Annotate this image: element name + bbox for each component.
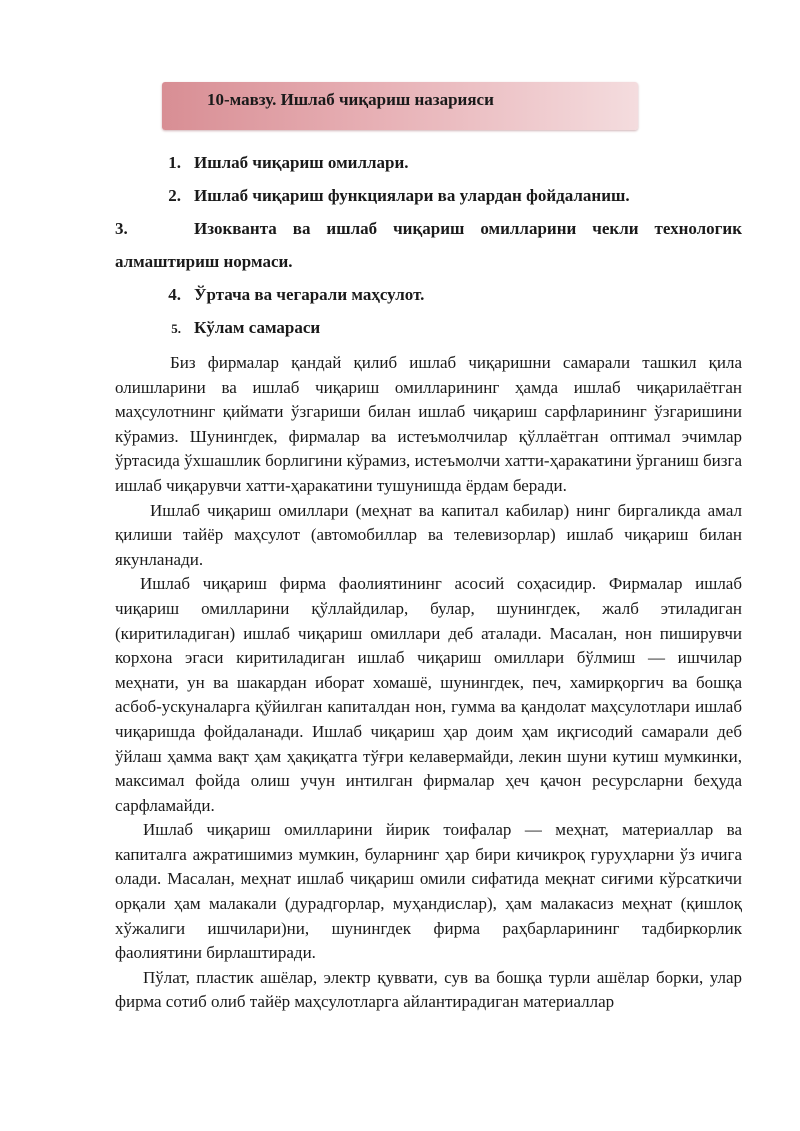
body-text — [115, 351, 742, 1015]
outline-item — [115, 311, 742, 345]
outline-number: 3. — [115, 219, 128, 238]
outline-item — [115, 278, 742, 311]
outline-number: 4. — [168, 285, 181, 304]
outline-text: Кўлам самараси — [194, 318, 321, 337]
topic-outline — [115, 146, 742, 345]
outline-text: Изокванта ва ишлаб чиқариш омилларини чекли технологик алмаштириш нормаси. — [115, 219, 742, 271]
body-paragraph: Ишлаб чиқариш омиллари (меҳнат ва капитал кабилар) нинг биргаликда амал қилиши тайёр маҳсулот (автомобиллар ва телевизорлар) ишлаб чиқариш билан якунланади. — [115, 500, 742, 569]
body-paragraph: Ишлаб чиқариш омилларини йирик тоифалар — меҳнат, материаллар ва капиталга ажратишимиз мумкин, буларнинг ҳар бири кичикроқ гуруҳларни ўз ичига олади. Масалан, меҳнат ишлаб чиқариш омили сифатида меқнат сиғими кўрсаткичи орқали ҳам малакали (дурадгорлар, муҳандислар), ҳам малакасиз меҳнат (қишлоқ хўжалиги ишчилари)ни, шунингдек фирма раҳбарларининг тадбиркорлик фаолиятини бирлаштиради. — [115, 820, 742, 963]
outline-text: Ўртача ва чегарали маҳсулот. — [194, 285, 425, 304]
outline-number: 2. — [168, 186, 181, 205]
outline-item — [115, 146, 742, 179]
outline-number: 1. — [168, 153, 181, 172]
body-paragraph: Пўлат, пластик ашёлар, электр қуввати, сув ва бошқа турли ашёлар борки, улар фирма сотиб олиб тайёр маҳсулотларга айлантирадиган материаллар — [115, 967, 742, 1012]
outline-item — [115, 179, 742, 212]
body-paragraph: Ишлаб чиқариш фирма фаолиятининг асосий соҳасидир. Фирмалар ишлаб чиқариш омилларини қўллайдилар, булар, шунингдек, жалб этиладиган (киритиладиган) ишлаб чиқариш омиллари деб аталади. Масалан, нон пиширувчи корхона эгаси киритиладиган ишлаб чиқариш омиллари бўлмиш — ишчилар меҳнати, ун ва шакардан иборат хомашё, шунингдек, печ, хамирқоргич ва бошқа асбоб-ускуналарга қўйилган капиталдан нон, гумма ва қандолат маҳсулотлари ишлаб чиқаришда фойдаланади. Ишлаб чиқариш ҳар доим ҳам иқгисодий самарали деб ўйлаш ҳамма вақт ҳам ҳақиқатга тўғри келавермайди, лекин шуни кутиш мумкинки, максимал фойда олиш учун интилган фирмалар ҳеч қачон ресурсларни беҳуда сарфламайди. — [115, 574, 742, 815]
outline-text: Ишлаб чиқариш омиллари. — [194, 153, 409, 172]
outline-text: Ишлаб чиқариш функциялари ва улардан фойдаланиш. — [194, 186, 630, 205]
outline-number: 5. — [171, 321, 181, 336]
body-paragraph: Биз фирмалар қандай қилиб ишлаб чиқаришни самарали ташкил қила олишларини ва ишлаб чиқариш омилларининг ҳамда ишлаб чиқарилаётган маҳсулотнинг қиймати ўзгариши билан ишлаб чиқариш сарфларининг ўзгаришини кўрамиз. Шунингдек, фирмалар ва истеъмолчилар қўллаётган оптимал эчимлар ўртасида ўхшашлик борлигини кўрамиз, истеъмолчи хатти-ҳаракатини ўрганиш бизга ишлаб чиқарувчи хатти-ҳаракатини тушунишда ёрдам беради. — [115, 353, 742, 495]
outline-item — [115, 212, 742, 278]
topic-title: 10-мавзу. Ишлаб чиқариш назарияси — [207, 90, 494, 109]
topic-title-banner — [162, 82, 638, 130]
